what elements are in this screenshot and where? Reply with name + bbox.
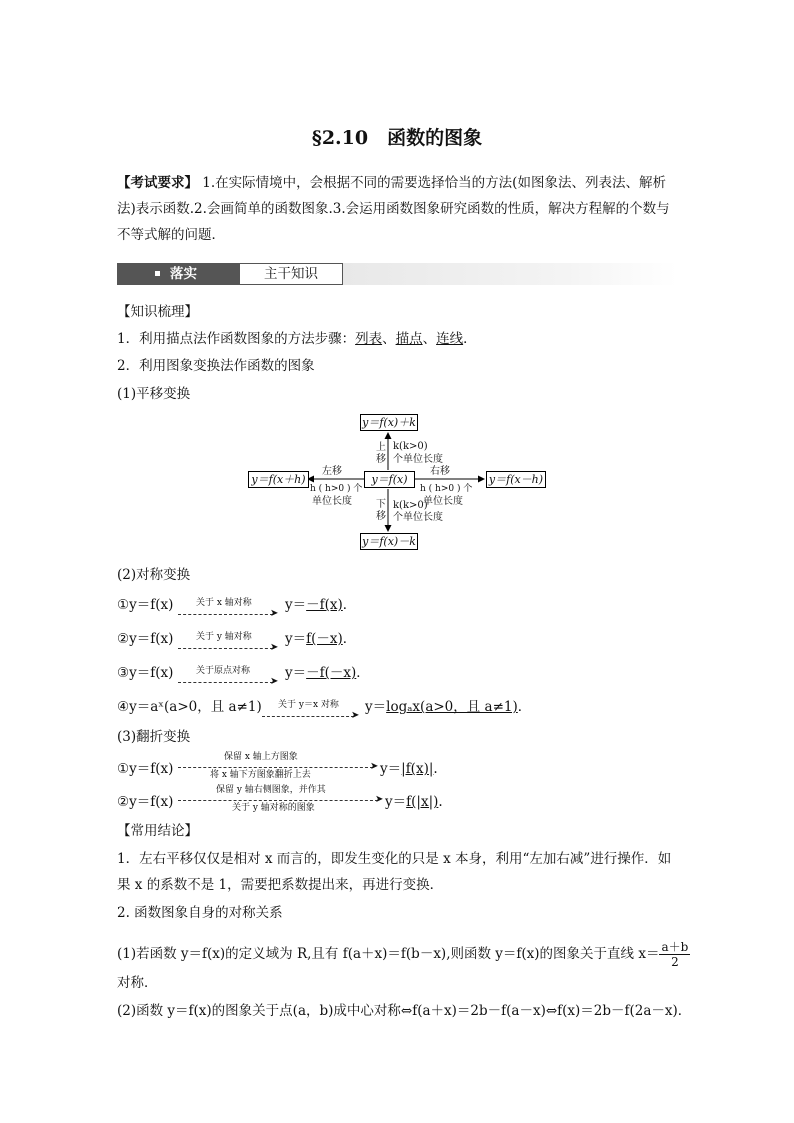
exam-tag: 【考试要求】 [117, 175, 198, 191]
banner-left [117, 263, 239, 285]
fraction-denominator: 2 [671, 955, 679, 969]
symmetry-row-2-answer: f(－x) [306, 631, 343, 647]
item1-prefix: 1．利用描点法作函数图象的方法步骤： [117, 331, 356, 347]
item1-sep: 、 [422, 331, 437, 347]
flip-row-2-answer: f(|x|) [406, 794, 439, 810]
up-word-1: 上 [376, 442, 386, 453]
flip-row-2-rhs: y＝f(|x|). [385, 794, 443, 810]
symmetry-row-4-answer: logₐx(a>0，且 a≠1) [386, 699, 518, 715]
box-left: y＝f(x＋h) [248, 471, 309, 488]
flip-row-2-label-top: 保留 y 轴右侧图象，并作其 [216, 785, 326, 795]
banner-right: 主干知识 [239, 263, 343, 285]
knowledge-item-2: 2．利用图象变换法作函数的图象 [117, 358, 315, 374]
symmetry-row-1-lhs: ①y＝f(x) [117, 597, 174, 613]
symmetry-row-2-lhs: ②y＝f(x) [117, 631, 174, 647]
dashed-arrow [178, 800, 378, 801]
down-word-2: 移 [376, 511, 386, 522]
common-conclusion-2-1 [117, 940, 690, 969]
flip-row-2 [178, 783, 383, 813]
common-conclusion-1: 1．左右平移仅仅是相对 x 而言的，即发生变化的只是 x 本身，利用“左加右减”进行操作．如果 x 的系数不是 1，需要把系数提出来，再进行变换． [117, 851, 672, 893]
common-tag: 【常用结论】 [117, 823, 198, 839]
flip-row-2-label-bottom: 关于 y 轴对称的图象 [232, 803, 315, 813]
box-bottom: y＝f(x)－k [360, 533, 418, 550]
banner-left-label: 落实 [170, 266, 197, 282]
symmetry-row-4-lhs: ④y＝aˣ(a>0，且 a≠1) [117, 699, 262, 715]
symmetry-row-3-lhs: ③y＝f(x) [117, 665, 174, 681]
symmetry-row-4 [262, 700, 372, 727]
flip-heading: (3)翻折变换 [117, 729, 191, 745]
flip-row-1-label-top: 保留 x 轴上方图象 [224, 752, 298, 762]
flip-row-1 [178, 750, 378, 780]
item1-list: 列表 [355, 331, 383, 347]
fraction-numerator: a＋b [661, 940, 689, 954]
item1-plot: 描点 [395, 331, 423, 347]
arrow-head-icon: ➤ [370, 761, 379, 772]
common-conclusion-2: 2. 函数图象自身的对称关系 [117, 905, 283, 921]
square-icon [155, 271, 160, 276]
dashed-arrow [262, 716, 354, 717]
knowledge-tag: 【知识梳理】 [117, 304, 198, 320]
dashed-arrow [178, 648, 273, 649]
exam-requirements [117, 170, 683, 248]
item1-connect: 连线 [436, 331, 464, 347]
flip-row-1-lhs: ①y＝f(x) [117, 761, 174, 777]
up-unit: 个单位长度 [393, 454, 443, 465]
section-banner [117, 263, 677, 285]
symmetry-row-2-label: 关于 y 轴对称 [196, 632, 252, 642]
flip-row-1-answer: |f(x)| [401, 761, 434, 777]
common-conclusion-2-2: (2)函数 y＝f(x)的图象关于点(a，b)成中心对称⇔f(a＋x)＝2b－f(a－x)⇔f(x)＝2b－f(2a－x)． [117, 1003, 692, 1019]
symmetry-row-1-answer: －f(x) [306, 597, 343, 613]
item1-sep: 、 [382, 331, 396, 347]
symmetry-row-3-label: 关于原点对称 [196, 666, 251, 676]
left-unit: 单位长度 [312, 496, 352, 507]
arrow-head-icon: ➤ [270, 608, 279, 619]
box-right: y＝f(x－h) [486, 471, 546, 488]
arrow-head-icon: ➤ [270, 642, 279, 653]
flip-row-1-rhs: y＝|f(x)|. [380, 761, 438, 777]
arrow-head-icon: ➤ [351, 710, 360, 721]
symmetry-row-4-rhs: y＝logₐx(a>0，且 a≠1)． [365, 699, 532, 715]
fraction [659, 940, 690, 969]
box-top: y＝f(x)＋k [360, 414, 418, 431]
exam-text: 1.在实际情境中，会根据不同的需要选择恰当的方法(如图象法、列表法、解析法)表示函数.2.会画简单的函数图象.3.会运用函数图象研究函数的性质，解决方程解的个数与不等式解的问题． [117, 175, 670, 243]
symmetry-heading: (2)对称变换 [117, 567, 191, 583]
symmetry-row-1-label: 关于 x 轴对称 [196, 598, 252, 608]
up-cond: k(k>0) [393, 441, 428, 452]
dashed-arrow [178, 614, 273, 615]
flip-row-1-label-bottom: 将 x 轴下方图象翻折上去 [210, 770, 311, 780]
right-cond: h ( h>0 ) 个 [420, 484, 473, 494]
flip-row-2-lhs: ②y＝f(x) [117, 794, 174, 810]
knowledge-item-1 [117, 330, 477, 349]
down-cond: k(k>0) [393, 500, 428, 511]
arrow-head-icon: ➤ [375, 794, 384, 805]
translation-diagram [240, 408, 560, 558]
c2-1-text: (1)若函数 y＝f(x)的定义域为 R,且有 f(a＋x)＝f(b－x),则函数 y＝f(x)的图象关于直线 x＝ [117, 946, 660, 962]
down-word-1: 下 [376, 499, 386, 510]
up-word-2: 移 [376, 454, 386, 465]
left-cond: h ( h>0 ) 个 [310, 484, 363, 494]
arrow-head-icon: ➤ [270, 676, 279, 687]
box-center: y＝f(x) [364, 471, 415, 488]
symmetry-row-1-rhs: y＝－f(x)． [285, 597, 357, 613]
symmetry-row-4-label: 关于 y＝x 对称 [278, 700, 339, 710]
translation-heading: (1)平移变换 [117, 386, 191, 402]
page-title: §2.10 函数的图象 [311, 127, 483, 149]
symmetry-row-3-answer: －f(－x) [306, 665, 357, 681]
common-conclusion-2-1-end: 对称． [117, 975, 158, 991]
down-unit: 个单位长度 [393, 512, 443, 523]
item1-end: ． [463, 331, 477, 347]
right-unit: 单位长度 [423, 496, 463, 507]
dashed-arrow [178, 682, 273, 683]
right-word: 右移 [430, 466, 450, 477]
symmetry-row-2-rhs: y＝f(－x)． [285, 631, 357, 647]
left-word: 左移 [322, 466, 342, 477]
dashed-arrow [178, 767, 373, 768]
symmetry-row-3-rhs: y＝－f(－x)． [285, 665, 370, 681]
